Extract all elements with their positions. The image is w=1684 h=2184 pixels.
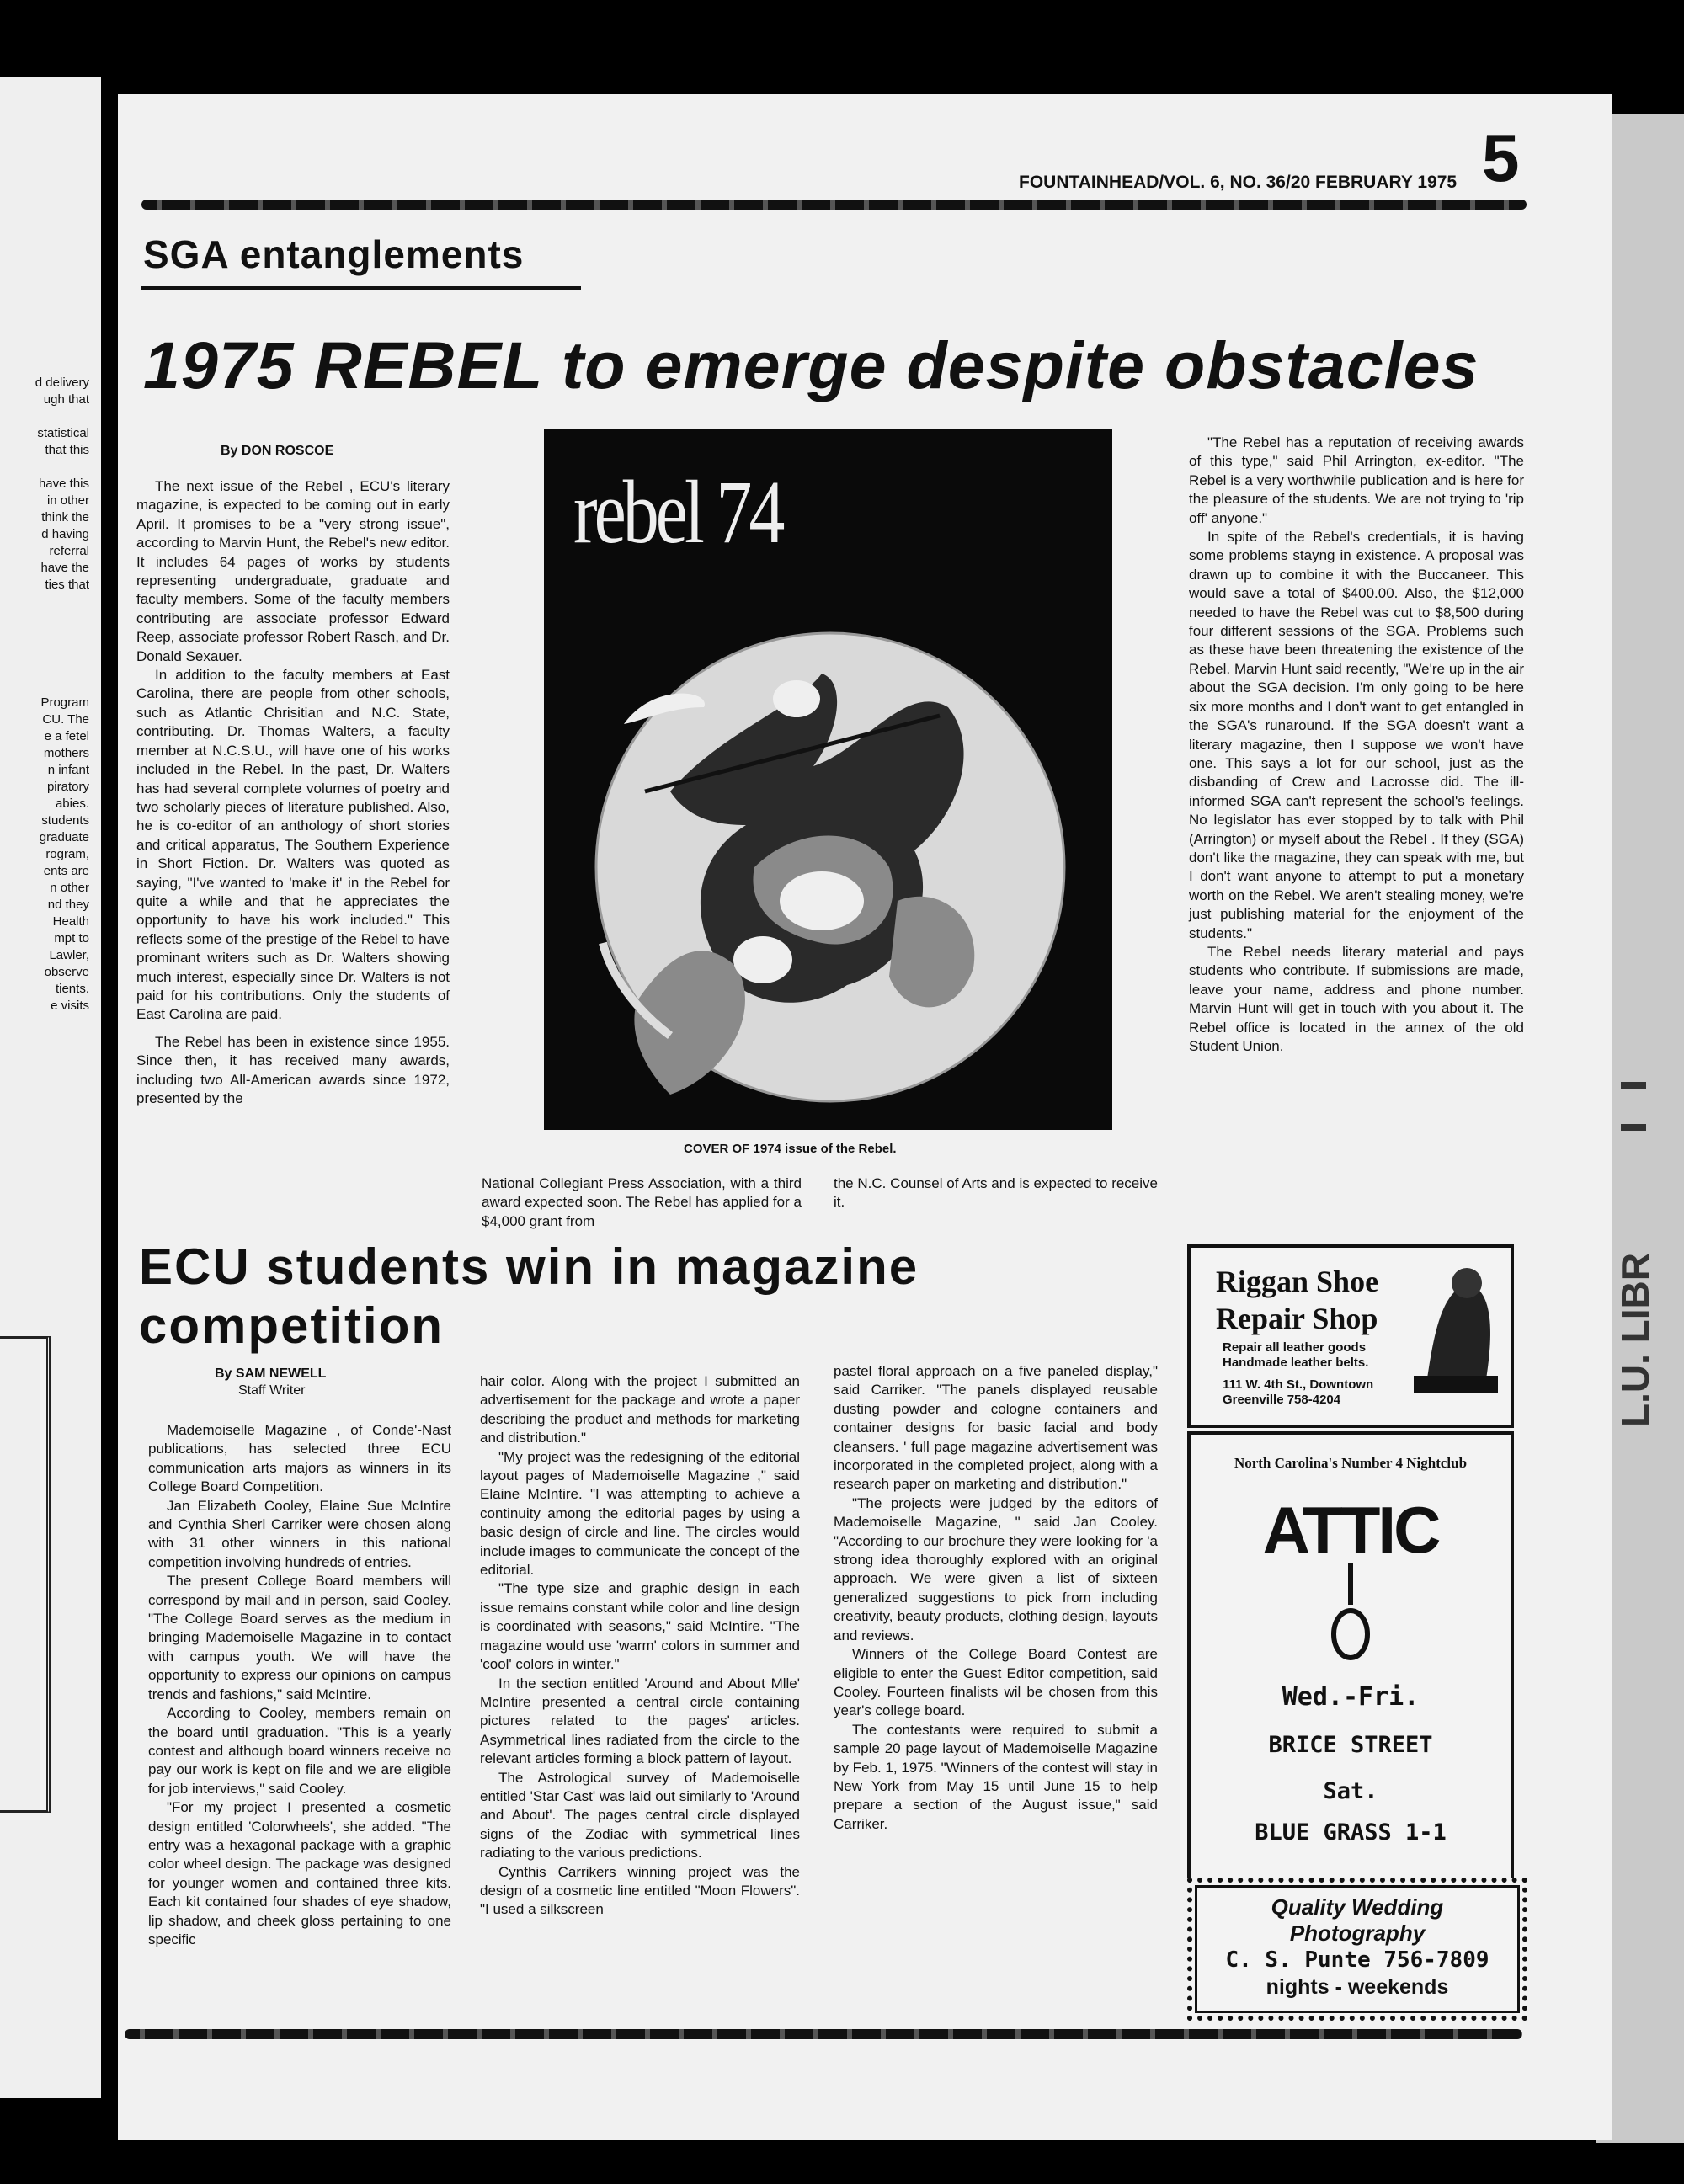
paragraph: The present College Board members will correspond by mail and in person, said Cooley. "The College Board serves as the medium in bringing Mademoiselle Magazine in to contact with campus youth. We will have the opportunity to express our opinions on campus trends and fashions," said McIntire.: [148, 1573, 451, 1702]
wedding-line1: Quality Wedding: [1271, 1894, 1444, 1920]
paragraph: The contestants were required to submit a sample 20 page layout of Mademoiselle Magazine by Feb. 1, 1975. "Winners of the contest will stay in New York from May 15 until June 15 to help prepare a section of the August issue," said Carriker.: [834, 1721, 1158, 1832]
paragraph: According to Cooley, members remain on the board until graduation. "This is a yearly contest and although board winners receive no pay our work is kept on file and we are eligible for job interviews," said Cooley.: [148, 1705, 451, 1797]
left-page-text-fragment: nd they: [47, 898, 89, 912]
left-page-text-fragment: observe: [44, 965, 89, 979]
left-page-text-fragment: e visits: [51, 999, 89, 1013]
section-kicker: SGA entanglements: [143, 232, 525, 276]
rebel-cover-photo: [544, 429, 1112, 1130]
story1-column-2: [482, 1175, 802, 1231]
left-page-text-fragment: Program: [40, 695, 89, 710]
riggan-shoe-ad: [1187, 1244, 1514, 1428]
paragraph: National Collegiant Press Association, with a third award expected soon. The Rebel has applied for a $4,000 grant from: [482, 1175, 802, 1229]
attic-band2: BLUE GRASS 1-1: [1255, 1819, 1447, 1846]
noose-icon: [1317, 1563, 1384, 1664]
paragraph: "The projects were judged by the editors of Mademoiselle Magazine, " said Jan Cooley. "According to our brochure they were looking for 'a strong idea thoroughly explored with an original approach. We were given a list of sixteen generalized suggestions to pick from including creativity, beauty products, clothing design, layouts and reviews.: [834, 1494, 1158, 1643]
riggan-city-phone: Greenville 758-4204: [1223, 1393, 1341, 1407]
wedding-line3: C. S. Punte 756-7809: [1225, 1947, 1489, 1973]
paragraph: The next issue of the Rebel , ECU's literary magazine, is expected to be coming out in early April. It promises to be a "very strong issue", according to Marvin Hunt, the Rebel's new editor. It includes 64 pages of works by students representing undergraduate, graduate and faculty members. Some of the faculty members contributing are associate professor Edward Reep, associate professor Robert Rasch, and Dr. Donald Sexauer.: [136, 478, 450, 664]
story1-headline: 1975 REBEL to emerge despite obstacles: [143, 328, 1479, 402]
attic-days2: Sat.: [1323, 1778, 1378, 1804]
left-page-text-fragment: ties that: [45, 578, 89, 592]
left-page-text-fragment: graduate: [39, 830, 89, 844]
paragraph: The Rebel has been in existence since 1955. Since then, it has received many awards, including two All-American awards since 1972, presented by the: [136, 1033, 450, 1106]
story2-headline: [139, 1238, 919, 1356]
story2-byline: [215, 1366, 326, 1399]
left-page-text-fragment: have the: [40, 561, 89, 575]
story1-column-1: [136, 477, 450, 1108]
story2-column-1: [148, 1421, 451, 1949]
attic-tagline: North Carolina's Number 4 Nightclub: [1234, 1455, 1468, 1471]
paragraph: Mademoiselle Magazine , of Conde'-Nast publications, has selected three ECU communication arts majors as winners in its College Board Competition.: [148, 1422, 451, 1495]
paragraph: Jan Elizabeth Cooley, Elaine Sue McIntire and Cynthia Sherl Carriker were chosen along with 31 other winners in this national competition involving hundreds of entries.: [148, 1497, 451, 1570]
header-rule: [141, 200, 1527, 210]
riggan-tagline2: Handmade leather belts.: [1223, 1356, 1369, 1370]
riggan-name-line1: Riggan Shoe: [1216, 1265, 1379, 1298]
left-page-text-fragment: d having: [41, 527, 89, 541]
left-page-text-fragment: statistical: [37, 426, 89, 440]
paragraph: In addition to the faculty members at East Carolina, there are people from other schools, such as Atlantic Chrisitian and N.C. State, contributing. Dr. Thomas Walters, a faculty member at N.C.S.U., will have one of his works included in the Rebel. In the past, Dr. Walters has had several complete volumes of poetry and two scholarly pieces of literature published. Also, he is co-editor of an anthology of short stories and critical apparatus, The Southern Experience in Short Fiction. Dr. Walters was quoted as saying, "I've wanted to 'make it' in the Rebel for quite a while and that he appreciates the opportunity to have his work included." This reflects some of the prestige of the Rebel to have prominant writers such as Dr. Walters showing much interest, especially since Dr. Walters is not paid for his contributions. Only the students of East Carolina are paid.: [136, 667, 450, 1023]
paragraph: The Rebel needs literary material and pays students who contribute. If submissions are made, leave your name, address and phone number. Marvin Hunt will get in touch with you about it. The Rebel office is located in the annex of the old Student Union.: [1189, 943, 1524, 1054]
left-page-text-fragment: have this: [38, 477, 89, 491]
paragraph: pastel floral approach on a five paneled display," said Carriker. "The panels displayed reusable dusting powder and cologne containers and container designs for basic facial and body cleansers. ' full page magazine advertisement was incorporated in the completed project, along with a research paper on marketing and distribution.": [834, 1363, 1158, 1493]
paragraph: The Astrological survey of Mademoiselle entitled 'Star Cast' was laid out similarly to 'Around and About'. The pages central circle displayed signs of the Zodiac with symmetrical lines radiating to the various predictions.: [480, 1769, 800, 1862]
paragraph: the N.C. Counsel of Arts and is expected to receive it.: [834, 1175, 1158, 1211]
attic-name: ATTIC: [1262, 1493, 1439, 1567]
riggan-name-line2: Repair Shop: [1216, 1302, 1378, 1335]
story2-byline-name: By SAM NEWELL: [215, 1366, 327, 1381]
paragraph: In spite of the Rebel's credentials, it is having some problems stayng in existence. A proposal was drawn up to combine it with the Buccaneer. This would save a total of $400.00. Also, the $12,000 needed to have the Rebel was cut to $8,500 during four different sessions of the SGA. Problems such as these have been threatening the existence of the Rebel. Marvin Hunt said recently, "We're up in the air about the SGA decision. I'm only going to be here six more months and I don't want to get entangled in the SGA's runaround. If the SGA doesn't want a literary magazine, then I suppose we won't have one. This says a lot for our school, just as the disbanding of Crew and Lacrosse did. The ill-informed SGA can't represent the school's feelings. No legislator has ever stopped by to talk with Phil (Arrington) or myself about the Rebel . If they (SGA) don't like the magazine, they can speak with me, but I don't want anyone to attempt to put a monetary worth on the Rebel. We aren't stealing money, we're just publishing material for the enjoyment of the students.": [1189, 529, 1524, 941]
right-edge-text: L.U. LIBR: [1613, 1253, 1657, 1427]
left-page-text-fragment: mothers: [43, 746, 89, 760]
left-page-text-fragment: e a fetel: [44, 729, 89, 743]
paragraph: hair color. Along with the project I submitted an advertisement for the package and wrote a paper describing the product and methods for marketing and distribution.": [480, 1373, 800, 1446]
left-page-text-fragment: d delivery: [35, 376, 89, 390]
wedding-photography-ad: [1187, 1878, 1527, 2021]
attic-nightclub-ad: [1187, 1431, 1514, 1935]
left-page-text-fragment: think the: [41, 510, 89, 525]
cover-title: rebel 74: [573, 461, 782, 562]
story2-headline-line-1: ECU students win in magazine: [139, 1238, 919, 1295]
left-page-text-fragment: mpt to: [54, 931, 89, 946]
paragraph: "The type size and graphic design in each issue remains constant while color and line design is coordinated with seasons," said McIntire. "The magazine would use 'warm' colors in summer and 'cool' colors in winter.": [480, 1580, 800, 1673]
footer-rule: [125, 2029, 1522, 2039]
story2-column-3: [834, 1362, 1158, 1834]
kicker-underline: [141, 286, 581, 290]
left-page-text-fragment: n infant: [47, 763, 89, 777]
paragraph: "For my project I presented a cosmetic design entitled 'Colorwheels', she added. "The entry was a hexagonal package with a graphic color wheel design. The package was designed for younger women and contained three kits. Each kit contained four shades of eye shadow, lip shadow, and cheek gloss pertaining to one specific: [148, 1799, 451, 1947]
left-page-text-fragment: in other: [46, 493, 89, 508]
cobbler-illustration: [1410, 1258, 1502, 1401]
left-page-text-fragment: abies.: [55, 796, 89, 811]
paragraph: Cynthis Carrikers winning project was the design of a cosmetic line entitled "Moon Flowers". "I used a silkscreen: [480, 1863, 800, 1918]
edge-mark: [1621, 1082, 1646, 1089]
left-page-text-fragment: ents are: [43, 864, 89, 878]
paragraph: "The Rebel has a reputation of receiving awards of this type," said Phil Arrington, ex-editor. "The Rebel is a very worthwhile publication and is here for the pleasure of the students. We are not trying to 'rip off' anyone.": [1189, 434, 1524, 526]
paragraph: "My project was the redesigning of the editorial layout pages of Mademoiselle Magazine ," said Elaine McIntire. "I was attempting to achieve a continuity among the editorial pages by using a basic design of circle and line. The circles would include images to communicate the concept of the editorial.: [480, 1448, 800, 1579]
attic-days1: Wed.-Fri.: [1282, 1682, 1420, 1712]
story2-headline-line-2: competition: [139, 1297, 444, 1354]
edge-mark: [1621, 1124, 1646, 1131]
left-page-text-fragment: Health: [52, 914, 89, 929]
left-page-text-fragment: piratory: [46, 780, 89, 794]
left-page-text-fragment: CU. The: [42, 712, 89, 727]
riggan-tagline1: Repair all leather goods: [1223, 1340, 1367, 1355]
story2-byline-role: Staff Writer: [238, 1383, 306, 1398]
paragraph: Winners of the College Board Contest are eligible to enter the Guest Editor competition, said Cooley. Fourteen finalists wil be chosen from this year's college board.: [834, 1646, 1158, 1719]
left-page-text-fragment: ugh that: [43, 392, 89, 407]
left-page-text-fragment: students: [41, 813, 89, 828]
left-page-text-fragment: that this: [45, 443, 89, 457]
left-page-fragment: [0, 77, 101, 2098]
story1-column-4: [1189, 434, 1524, 1056]
left-page-text-fragment: tients.: [55, 982, 89, 996]
photo-caption: COVER OF 1974 issue of the Rebel.: [684, 1142, 897, 1156]
story1-column-3: [834, 1175, 1158, 1212]
riggan-address: 111 W. 4th St., Downtown: [1223, 1377, 1374, 1392]
left-page-text-fragment: Lawler,: [49, 948, 89, 962]
left-page-text-fragment: referral: [49, 544, 89, 558]
story2-column-2: [480, 1372, 800, 1920]
folio-line: FOUNTAINHEAD/VOL. 6, NO. 36/20 FEBRUARY 1975: [1019, 173, 1458, 192]
story1-byline: By DON ROSCOE: [221, 444, 334, 458]
left-page-text-fragment: n other: [50, 881, 89, 895]
paragraph: In the section entitled 'Around and About Mlle' McIntire presented a central circle containing pictures related to the pages' articles. Asymmetrical lines radiated from the circle to the relevant articles forming a block pattern of layout.: [480, 1675, 800, 1767]
left-page-border-ornament: [0, 1336, 51, 1813]
cover-art: [544, 429, 1112, 1130]
left-page-text-fragment: rogram,: [45, 847, 89, 861]
attic-band1: BRICE STREET: [1268, 1732, 1433, 1758]
page-number: 5: [1482, 120, 1520, 195]
wedding-line2: Photography: [1289, 1920, 1426, 1946]
wedding-line4: nights - weekends: [1266, 1975, 1449, 1999]
